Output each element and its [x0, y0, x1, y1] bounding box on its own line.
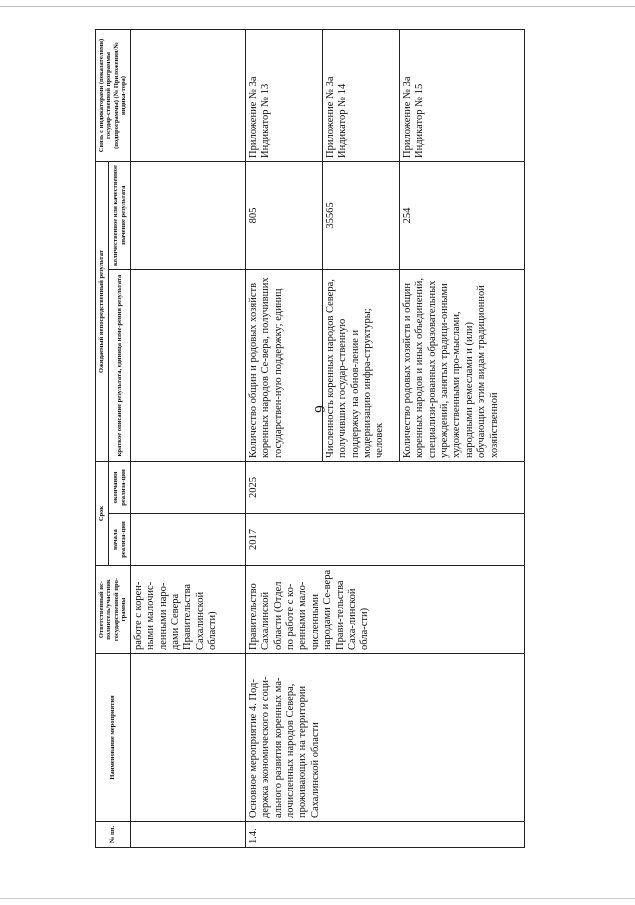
result-desc: Численность коренных народов Севера, получивших государ-ственную поддержку на обнов-ление и модернизацию инфра-структуры; человек	[322, 270, 399, 462]
header-num: № пп.	[96, 822, 131, 848]
header-term-end: окончания реализа-ции	[109, 462, 130, 514]
result-link: Приложение № 3а Индикатор № 14	[322, 30, 399, 162]
result-desc: Количество родовых хозяйств и общин коренных народов и иных объединений, специализи-рованных образовательных учреждений, занятых традици-онными художественными про-мыслами, народными ремеслами и (или) обучающих этим видам традиционной хозяйственной	[399, 270, 524, 462]
item-responsible: Правительство Сахалинской области (Отдел по работе с ко-ренными мало-численными народами Се-вера Прави-тельства Саха-линской обла-сти)	[245, 566, 524, 654]
cont-desc	[130, 270, 245, 462]
header-row-1	[96, 30, 109, 848]
continuation-row	[130, 30, 245, 848]
result-link: Приложение № 3а Индикатор № 13	[245, 30, 322, 162]
result-value: 805	[245, 162, 322, 270]
header-name: Наименование мероприятия	[96, 654, 131, 822]
item-start: 2017	[245, 514, 524, 566]
cont-value	[130, 162, 245, 270]
item-num: 1.4.	[245, 822, 524, 848]
cont-end	[130, 462, 245, 514]
table-row	[245, 30, 322, 848]
result-value: 254	[399, 162, 524, 270]
cont-num	[130, 822, 245, 848]
cont-responsible: работе с корен-ными малочис-ленными наро-дами Севера Правительства Сахалинской области)	[130, 566, 245, 654]
activities-table	[95, 29, 525, 848]
cont-name	[130, 654, 245, 822]
header-expected-value: количественное или качественное значение результата	[109, 162, 130, 270]
header-term-start: начала реализа-ции	[109, 514, 130, 566]
result-value: 35565	[322, 162, 399, 270]
header-expected-desc: краткое описание результата, единица изме-рения результата	[109, 270, 130, 462]
result-link: Приложение № 3а Индикатор № 15	[399, 30, 524, 162]
result-desc: Количество общин и родовых хозяйств коренных народов Се-вера, получивших государствен-ную поддержку; единиц	[245, 270, 322, 462]
header-term: Срок	[96, 462, 109, 566]
header-expected: Ожидаемый непосредственный результат	[96, 162, 109, 462]
header-indicator-link: Связь с индикаторами (показателями) государ-ственной программы (подпрограммы) (№ Приложения/№ индика-тора)	[96, 30, 131, 162]
cont-start	[130, 514, 245, 566]
cont-link	[130, 30, 245, 162]
scan-edge-bottom	[0, 898, 635, 899]
item-end: 2025	[245, 462, 524, 514]
page-number: 6	[311, 405, 327, 413]
header-responsible: Ответственный ис-полнитель/участник государственной про-граммы	[96, 566, 131, 654]
item-name: Основное мероприятие 4. Под-держка экономического и соци-ального развития коренных ма-лочисленных народов Севера, проживающих на территории Сахалинской области	[245, 654, 524, 822]
scan-edge-top	[0, 6, 635, 7]
rotated-table-container	[95, 30, 595, 848]
